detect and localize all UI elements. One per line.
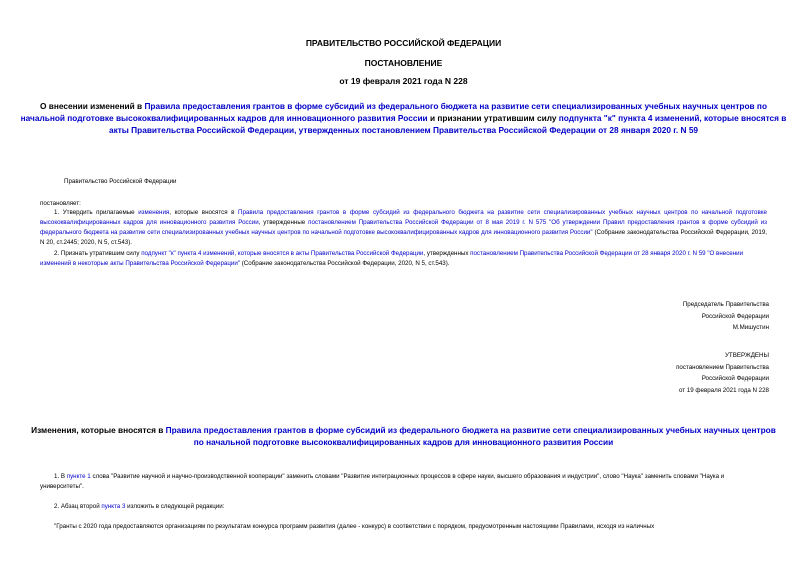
link-subpoint-k[interactable]: подпункт "к" пункта 4 изменений, которые вносятся в акты Правительства Российской Федерации	[141, 250, 424, 257]
change-text: слова "Развитие научной и научно-производственной кооперации" заменить словами "Развитие интеграционных процессов в сфере науки, высшего образования и индустрии", слово "Наука" заменить словами "Наука и университеты".	[40, 473, 725, 490]
changes-title-text: Изменения, которые вносятся в	[31, 425, 166, 435]
paragraph-text: , которые вносятся в	[169, 209, 239, 216]
change-item-3: "Гранты с 2020 года предоставляются организациям по результатам конкурса программ развития (далее - конкурс) в соответствии с порядком, предусмотренным настоящими Правилами, исходя из наличных	[54, 523, 655, 530]
signature-name: М.Мишустин	[732, 324, 769, 331]
title-link-decree[interactable]: постановлением Правительства Российской Федерации от 28 января 2020 г. N 59	[361, 125, 699, 136]
title-link-subpoint[interactable]: подпункта "к" пункта 4 изменений, которые вносятся в акты Правительства Российской Федерации, утвержденных	[108, 113, 787, 136]
approval-line: Российской Федерации	[701, 375, 769, 382]
change-text: 2. Абзац второй	[54, 503, 102, 510]
signature-block	[683, 299, 769, 334]
signature-position: Председатель Правительства	[682, 301, 769, 308]
link-changes[interactable]: изменения	[138, 209, 170, 216]
paragraph-1	[40, 208, 767, 248]
link-point-1[interactable]: пункте 1	[66, 473, 91, 480]
paragraph-2	[40, 249, 767, 269]
document-date-number: от 19 февраля 2021 года N 228	[339, 76, 468, 86]
paragraph-text: , утвержденных	[423, 250, 471, 257]
paragraph-text: 2. Признать утратившим силу	[54, 250, 142, 257]
link-rules[interactable]: Правила предоставления грантов в форме субсидий из федерального бюджета на развитие сети специализированных учебных научных центров по начальной подготовке высококвалифицированных кадров для инновационного развития России	[40, 209, 767, 226]
paragraph-text: (Собрание законодательства Российской Федерации, 2019, N 20, ст.2445; 2020, N 5, ст.543).	[40, 229, 767, 246]
title-link-rules[interactable]: Правила предоставления грантов в форме субсидий из федерального бюджета на развитие сети специализированных учебных научных центров по начальной подготовке высококвалифицированных кадров для инновационного развития России	[20, 101, 768, 124]
change-item-2	[54, 502, 224, 512]
government-heading: ПРАВИТЕЛЬСТВО РОССИЙСКОЙ ФЕДЕРАЦИИ	[305, 38, 502, 48]
paragraph-text: , утвержденные	[258, 219, 309, 226]
paragraph-text: (Собрание законодательства Российской Федерации, 2020, N 5, ст.543).	[240, 260, 450, 267]
document-title	[20, 100, 787, 137]
change-text: изложить в следующей редакции:	[125, 503, 225, 510]
government-text: Правительство Российской Федерации	[64, 178, 177, 185]
link-decree-59[interactable]: постановлением Правительства Российской Федерации от 28 января 2020 г. N 59 "О внесении изменений в некоторые акты Правительства Российской Федерации"	[40, 250, 744, 267]
approval-block	[676, 350, 769, 396]
paragraph-text: 1. Утвердить прилагаемые	[54, 209, 139, 216]
changes-title-link[interactable]: Правила предоставления грантов в форме субсидий из федерального бюджета на развитие сети специализированных учебных научных центров по начальной подготовке высококвалифицированных кадров для инновационного развития России	[165, 425, 776, 448]
changes-title	[30, 424, 777, 448]
title-text: О внесении изменений в	[39, 101, 145, 111]
link-decree-575[interactable]: постановлением Правительства Российской Федерации от 8 мая 2019 г. N 575 "Об утверждении Правил предоставления грантов в форме субсидий из федерального бюджета на развитие сети специализированных учебных научных центров по начальной подготовке высококвалифицированных кадров для инновационного развития России"	[40, 219, 767, 236]
approval-date: от 19 февраля 2021 года N 228	[678, 386, 769, 394]
approval-heading: УТВЕРЖДЕНЫ	[725, 352, 769, 359]
signature-country: Российской Федерации	[701, 312, 769, 320]
decrees-text: постановляет:	[40, 200, 81, 207]
title-text: и признании утратившим силу	[427, 113, 559, 124]
change-item-1	[40, 472, 767, 492]
document-type: ПОСТАНОВЛЕНИЕ	[364, 58, 443, 68]
approval-line: постановлением Правительства	[676, 363, 769, 371]
change-text: 1. В	[54, 473, 67, 480]
link-point-3[interactable]: пункта 3	[101, 503, 126, 510]
